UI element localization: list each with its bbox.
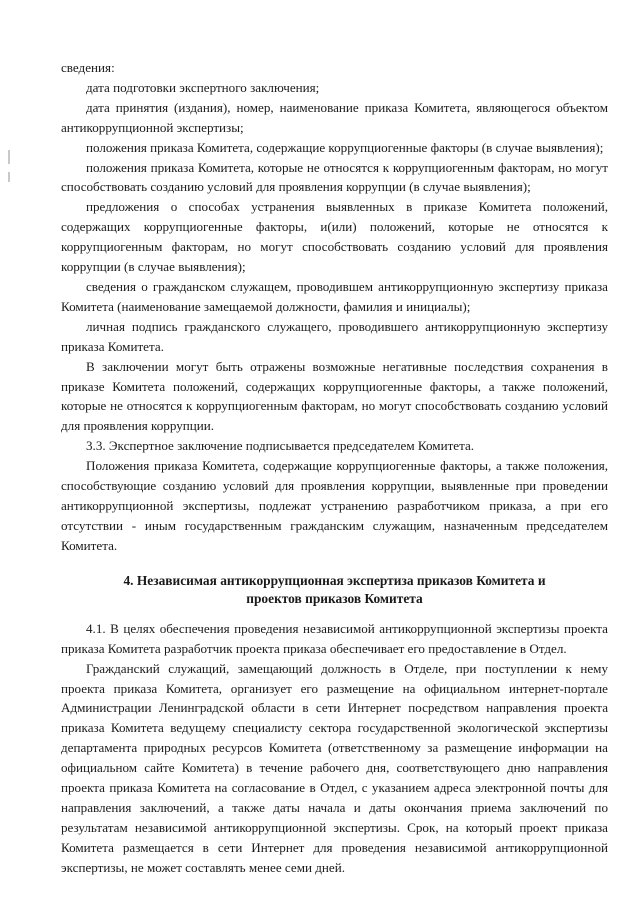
paragraph: 3.3. Экспертное заключение подписывается председателем Комитета. (86, 438, 475, 454)
paragraph: положения приказа Комитета, которые не относятся к коррупциогенным факторам, но могут способствовать созданию условий для проявления коррупции (в случае выявления); (61, 159, 608, 195)
paragraph: дата подготовки экспертного заключения; (86, 79, 320, 95)
section-heading (61, 572, 608, 609)
paragraph: 4.1. В целях обеспечения проведения независимой антикоррупционной экспертизы проекта приказа Комитета разработчик проекта приказа обеспечивает его предоставление в Отдел. (61, 620, 608, 656)
paragraph: Положения приказа Комитета, содержащие коррупциогенные факторы, а также положения, способствующие созданию условий для проявления коррупции, выявленные при проведении антикоррупционной экспертизы, подлежат устранению разработчиком приказа, а при его отсутствии - иным государственным гражданским служащим, назначенным председателем Комитета. (61, 458, 608, 553)
intro-text: сведения: (61, 60, 115, 75)
paragraph: сведения о гражданском служащем, проводившем антикоррупционную экспертизу приказа Комитета (наименование замещаемой должности, фамилия и инициалы); (61, 278, 608, 314)
paragraph: В заключении могут быть отражены возможные негативные последствия сохранения в приказе Комитета положений, содержащих коррупциогенные факторы, а также положений, которые не относятся к коррупциогенным факторам, но могут способствовать созданию условий для проявления коррупции. (61, 358, 608, 434)
paragraph: дата принятия (издания), номер, наименование приказа Комитета, являющегося объектом антикоррупционной экспертизы; (61, 99, 608, 135)
section-heading-line-1: 4. Независимая антикоррупционная экспертиза приказов Комитета и (123, 572, 546, 588)
scan-margin-mark (8, 150, 10, 164)
paragraph: Гражданский служащий, замещающий должность в Отделе, при поступлении к нему проекта приказа Комитета, организует его размещение на официальном интернет-портале Администрации Ленинградской области в сети Интернет посредством направления проекта приказа Комитета ведущему специалисту сектора государственной экологической экспертизы департамента природных ресурсов Комитета (ответственному за размещение информации на официальном сайте Комитета) в течение рабочего дня, соответствующего дню направления проекта приказа Комитета на согласование в Отдел, с указанием адреса электронной почты для направления заключений, а также даты начала и даты окончания приема заключений по результатам независимой антикоррупционной экспертизы. Срок, на который проект приказа Комитета размещается в сети Интернет для проведения независимой антикоррупционной экспертизы, не может составлять менее семи дней. (61, 660, 608, 875)
section-heading-line-2: проектов приказов Комитета (246, 591, 423, 607)
paragraph: положения приказа Комитета, содержащие коррупциогенные факторы (в случае выявления); (86, 139, 604, 155)
scan-margin-mark (8, 172, 10, 182)
paragraph: личная подпись гражданского служащего, проводившего антикоррупционную экспертизу приказа Комитета. (61, 318, 608, 354)
paragraph: предложения о способах устранения выявленных в приказе Комитета положений, содержащих коррупциогенные факторы, и(или) положений, которые не относятся к коррупциогенным факторам, но могут способствовать созданию условий для проявления коррупции (в случае выявления); (61, 199, 608, 275)
document-body (61, 58, 608, 878)
